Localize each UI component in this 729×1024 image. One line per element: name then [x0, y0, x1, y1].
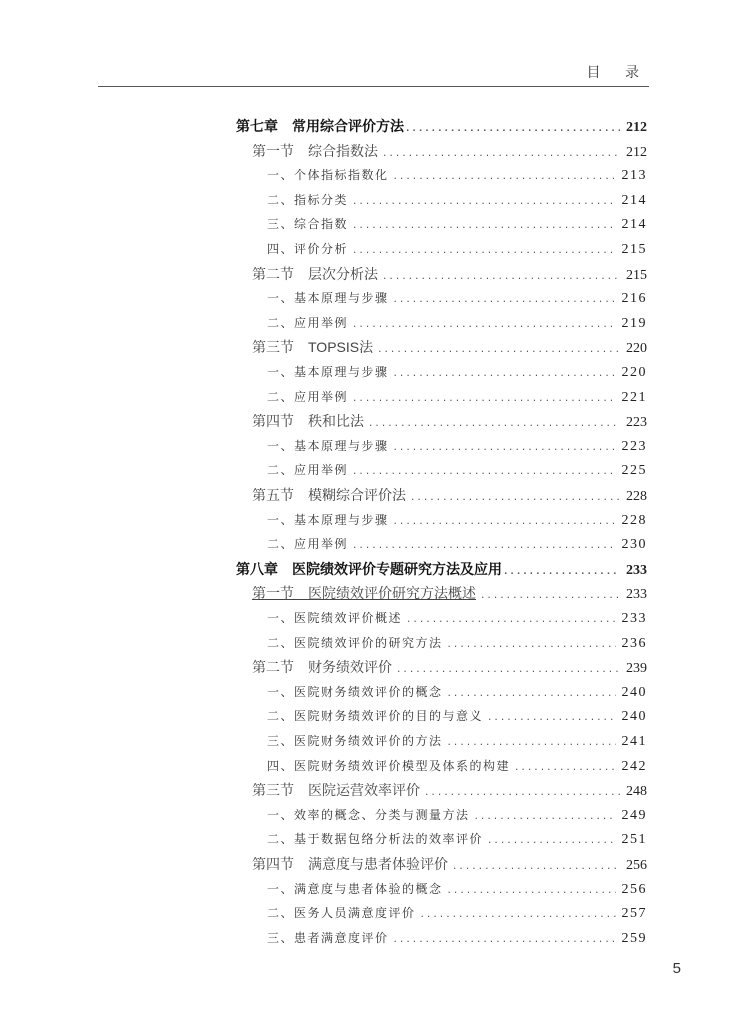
toc-item[interactable]	[267, 311, 647, 336]
toc-entry-label: 三、患者满意度评价	[267, 930, 389, 945]
toc-section[interactable]	[252, 139, 647, 164]
toc-page-number: 223	[621, 438, 647, 454]
toc-entry-label: 一、医院财务绩效评价的概念	[267, 684, 443, 699]
toc-section[interactable]	[252, 852, 647, 877]
toc-entry-label: 二、医院财务绩效评价的目的与意义	[267, 709, 484, 724]
dot-leader	[393, 510, 616, 535]
toc-entry-label: 第八章 医院绩效评价专题研究方法及应用	[236, 560, 502, 577]
toc-entry-label: 一、个体指标指数化	[267, 168, 389, 183]
dot-leader	[393, 288, 616, 313]
toc-item[interactable]	[267, 729, 647, 754]
toc-page-number: 248	[626, 784, 647, 800]
toc-item[interactable]	[267, 458, 647, 483]
toc-page-number: 230	[621, 537, 647, 553]
toc-entry-label: 一、基本原理与步骤	[267, 438, 389, 453]
toc-chapter-8[interactable]	[236, 557, 647, 582]
toc-entry-label: 第一节 综合指数法	[252, 142, 378, 159]
toc-page-number: 215	[621, 242, 647, 257]
toc-page-number: 215	[626, 267, 647, 283]
toc-entry-label: 一、基本原理与步骤	[267, 291, 389, 306]
toc-page-number: 233	[621, 611, 647, 626]
toc-entry-label: 四、医院财务绩效评价模型及体系的构建	[267, 758, 511, 773]
toc-page-number: 219	[621, 315, 647, 331]
toc-page-number: 214	[621, 217, 647, 233]
toc-page-number: 240	[621, 684, 647, 700]
dot-leader	[393, 165, 616, 190]
dot-leader	[352, 190, 615, 215]
toc-entry-label: 一、基本原理与步骤	[267, 365, 389, 379]
toc-item[interactable]	[267, 212, 647, 237]
dot-leader	[352, 460, 615, 485]
toc-page-number: 242	[621, 758, 647, 774]
toc-item[interactable]	[267, 606, 647, 631]
toc-entry-label: 四、评价分析	[267, 242, 349, 256]
toc-entry-label: 二、基于数据包络分析法的效率评价	[267, 832, 484, 847]
toc-entry-label: 第一节 医院绩效评价研究方法概述	[252, 585, 476, 602]
toc-page-number: 225	[621, 463, 647, 479]
toc-page-number: 223	[626, 415, 647, 431]
toc-item[interactable]	[267, 434, 647, 459]
toc-page-number: 228	[626, 489, 647, 504]
toc-item[interactable]	[267, 926, 647, 951]
toc-section[interactable]	[252, 483, 647, 508]
toc-item[interactable]	[267, 385, 647, 410]
toc-chapter-7[interactable]	[236, 114, 647, 139]
toc-page-number: 212	[626, 120, 647, 135]
dot-leader	[447, 682, 616, 707]
toc-entry-label: 一、医院绩效评价概述	[267, 611, 403, 625]
toc-entry-label: 二、应用举例	[267, 389, 349, 404]
dot-leader	[487, 829, 615, 854]
toc-page-number: 256	[621, 881, 647, 897]
dot-leader	[393, 928, 616, 953]
toc-page-number: 233	[626, 562, 647, 578]
toc-entry-label: 第五节 模糊综合评价法	[252, 487, 406, 503]
toc-page-number: 236	[621, 635, 647, 651]
toc-item[interactable]	[267, 827, 647, 852]
toc-item[interactable]	[267, 532, 647, 557]
toc-page-number: 259	[621, 930, 647, 946]
dot-leader	[447, 731, 616, 756]
dot-leader	[352, 239, 615, 264]
toc-page-number: 256	[626, 858, 647, 873]
toc-page-number: 212	[626, 144, 647, 160]
dot-leader	[352, 313, 615, 338]
dot-leader	[447, 633, 616, 658]
dot-leader	[514, 756, 615, 781]
toc-entry-label: 二、医务人员满意度评价	[267, 906, 416, 921]
toc-entry-label: 二、医院绩效评价的研究方法	[267, 635, 443, 650]
toc-page-number: 240	[621, 709, 647, 725]
toc-page-number: 213	[621, 168, 647, 184]
toc-entry-label: 第二节 财务绩效评价	[252, 659, 392, 676]
toc-entry-label: 第四节 秩和比法	[252, 413, 364, 430]
toc-entry-label: 三、综合指数	[267, 217, 349, 232]
toc-entry-label: 第二节 层次分析法	[252, 265, 378, 282]
toc-item[interactable]	[267, 901, 647, 926]
dot-leader	[393, 436, 616, 461]
toc-entry-label: 第四节 满意度与患者体验评价	[252, 856, 448, 872]
dot-leader	[420, 903, 616, 928]
dot-leader	[447, 879, 616, 904]
toc-entry-label: 第七章 常用综合评价方法	[236, 118, 404, 134]
toc-page-number: 241	[621, 734, 647, 749]
toc-page-number: 239	[626, 661, 647, 677]
toc-entry-label: 二、应用举例	[267, 463, 349, 478]
toc-page-number: 233	[626, 587, 647, 603]
toc-entry-label: 二、指标分类	[267, 192, 349, 207]
toc-item[interactable]	[267, 877, 647, 902]
toc-section[interactable]	[252, 335, 647, 360]
toc-section[interactable]	[252, 409, 647, 434]
toc-item[interactable]	[267, 286, 647, 311]
toc-section[interactable]	[252, 262, 647, 287]
toc-page-number: 220	[621, 365, 647, 380]
toc-item[interactable]	[267, 163, 647, 188]
toc-page-number: 221	[621, 389, 647, 405]
toc-item[interactable]	[267, 680, 647, 705]
dot-leader	[352, 214, 615, 239]
toc-page-number: 251	[621, 832, 647, 848]
toc-item[interactable]	[267, 754, 647, 779]
toc-section[interactable]	[252, 778, 647, 803]
toc-item[interactable]	[267, 803, 647, 828]
toc-page-number: 216	[621, 291, 647, 307]
toc-entry-label: 第三节 TOPSIS法	[252, 339, 374, 356]
toc-entry-label: 二、应用举例	[267, 537, 349, 552]
toc-page-number: 214	[621, 192, 647, 208]
page-header-title: 目 录	[586, 65, 649, 81]
dot-leader	[352, 387, 615, 412]
toc-item[interactable]	[267, 508, 647, 533]
dot-leader	[352, 534, 615, 559]
dot-leader	[406, 608, 615, 633]
dot-leader	[487, 706, 615, 731]
toc-page-number: 257	[621, 906, 647, 922]
toc-entry-label: 三、医院财务绩效评价的方法	[267, 734, 443, 748]
header-rule	[98, 86, 649, 87]
toc-page-number: 228	[621, 512, 647, 528]
toc-section[interactable]	[252, 655, 647, 680]
toc-item[interactable]	[267, 631, 647, 656]
toc-item[interactable]	[267, 360, 647, 385]
toc-page-number: 249	[621, 807, 647, 823]
toc-item[interactable]	[267, 188, 647, 213]
toc-item[interactable]	[267, 237, 647, 262]
toc-entry-label: 一、效率的概念、分类与测量方法	[267, 807, 470, 822]
toc-page-number: 220	[626, 341, 647, 357]
toc-entry-label: 二、应用举例	[267, 315, 349, 330]
page-number: 5	[672, 960, 681, 977]
toc-section[interactable]	[252, 581, 647, 606]
toc-item[interactable]	[267, 704, 647, 729]
toc-entry-label: 一、基本原理与步骤	[267, 512, 389, 527]
dot-leader	[474, 805, 616, 830]
toc-entry-label: 一、满意度与患者体验的概念	[267, 881, 443, 896]
dot-leader	[393, 362, 616, 387]
toc-entry-label: 第三节 医院运营效率评价	[252, 782, 420, 799]
